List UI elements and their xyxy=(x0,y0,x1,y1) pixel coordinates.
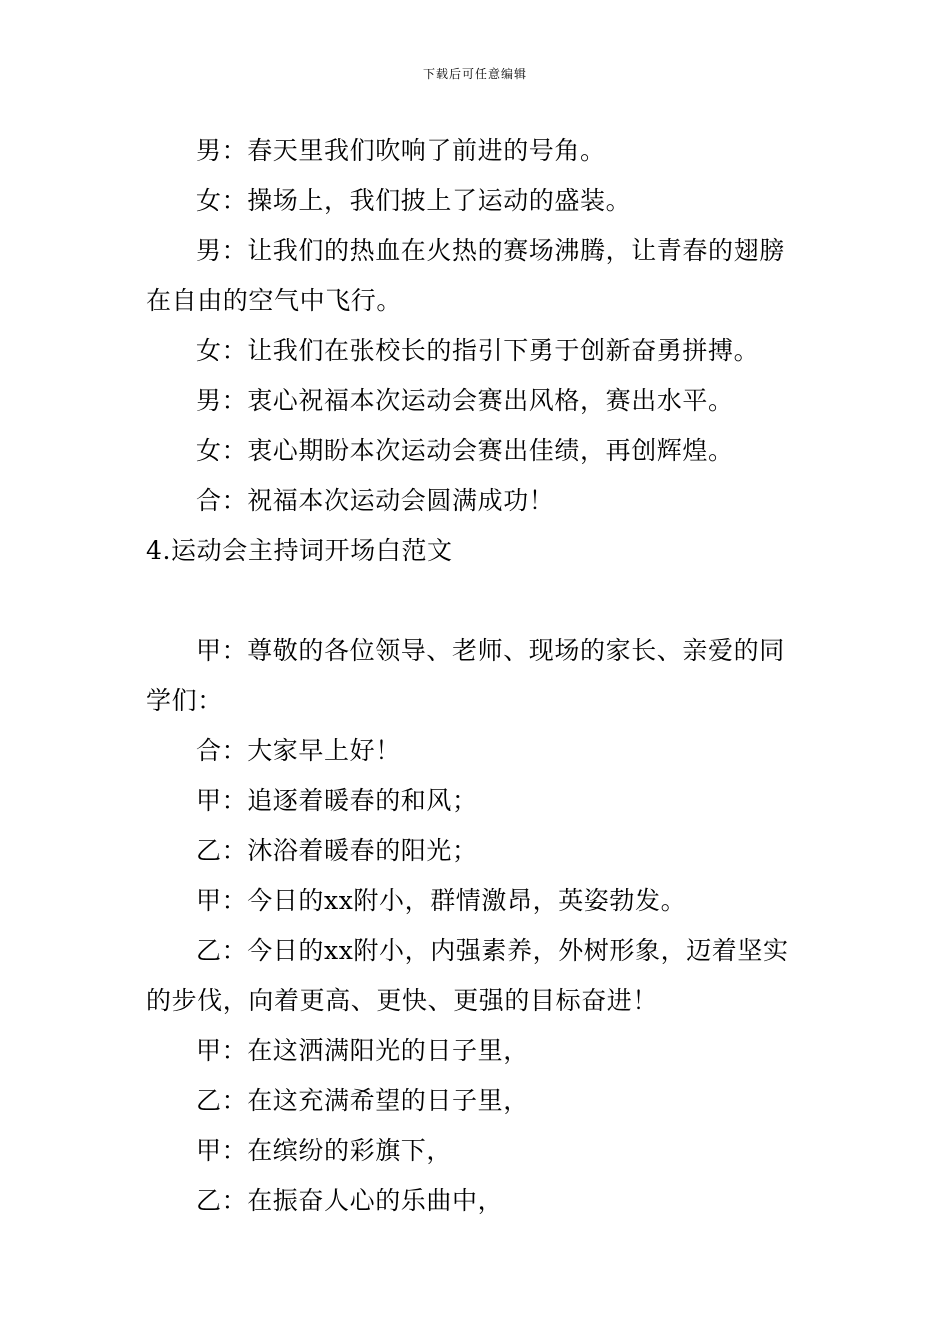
paragraph: 甲：在缤纷的彩旗下， xyxy=(196,1136,453,1165)
paragraph: 乙：在这充满希望的日子里， xyxy=(196,1086,529,1115)
paragraph: 女：让我们在张校长的指引下勇于创新奋勇拼搏。 xyxy=(196,336,760,365)
section-heading: 4.运动会主持词开场白范文 xyxy=(146,536,453,565)
page-header-note: 下载后可任意编辑 xyxy=(422,67,527,81)
paragraph: 男：衷心祝福本次运动会赛出风格，赛出水平。 xyxy=(196,386,734,415)
paragraph: 乙：沐浴着暖春的阳光； xyxy=(196,836,478,865)
document-body xyxy=(146,126,808,1226)
paragraph: 乙：在振奋人心的乐曲中， xyxy=(196,1186,504,1215)
paragraph: 男：春天里我们吹响了前进的号角。 xyxy=(196,136,606,165)
paragraph: 男：让我们的热血在火热的赛场沸腾，让青春的翅膀在自由的空气中飞行。 xyxy=(146,236,785,315)
paragraph: 甲：今日的xx附小，群情激昂，英姿勃发。 xyxy=(196,886,687,915)
paragraph: 甲：尊敬的各位领导、老师、现场的家长、亲爱的同学们： xyxy=(146,636,785,715)
paragraph: 合：祝福本次运动会圆满成功！ xyxy=(196,486,555,515)
paragraph: 女：衷心期盼本次运动会赛出佳绩，再创辉煌。 xyxy=(196,436,734,465)
paragraph: 女：操场上，我们披上了运动的盛装。 xyxy=(196,186,632,215)
paragraph: 合：大家早上好！ xyxy=(196,736,401,765)
paragraph: 乙：今日的xx附小，内强素养，外树形象，迈着坚实的步伐，向着更高、更快、更强的目标奋进！ xyxy=(146,936,789,1015)
paragraph: 甲：在这洒满阳光的日子里， xyxy=(196,1036,529,1065)
blank-line xyxy=(146,576,808,626)
paragraph: 甲：追逐着暖春的和风； xyxy=(196,786,478,815)
